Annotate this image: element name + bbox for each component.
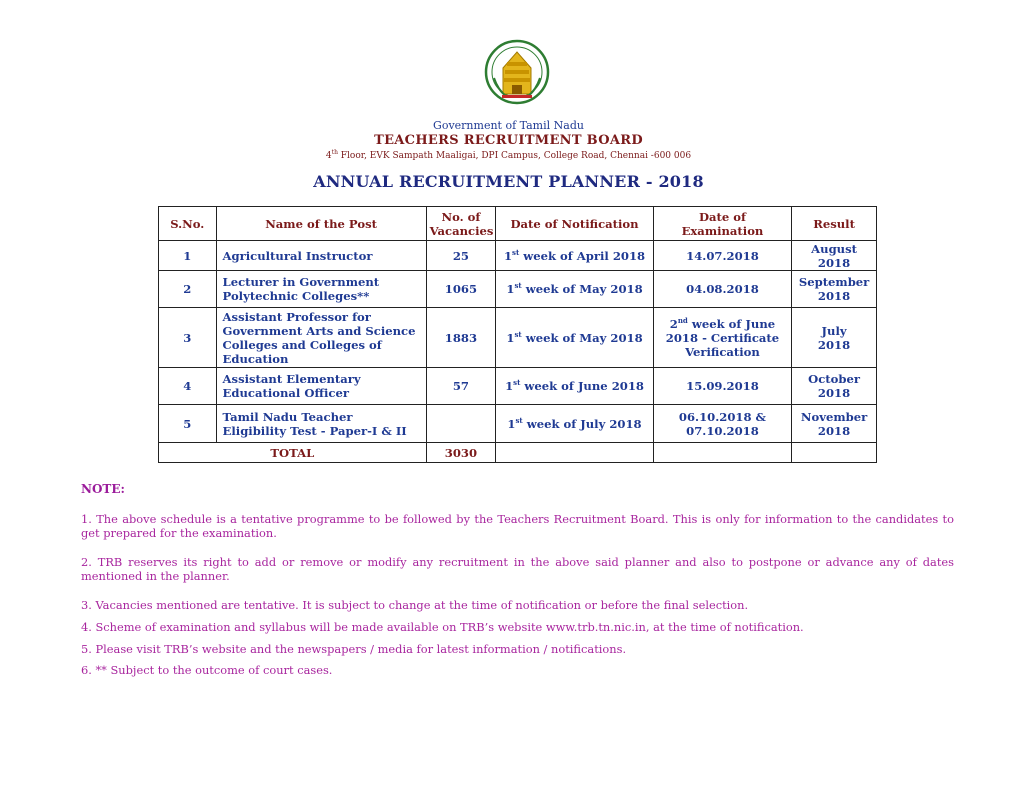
cell-vacancies <box>426 405 496 443</box>
cell-notification: 1st week of May 2018 <box>496 271 654 308</box>
cell-post: Lecturer in Government Polytechnic Colleges** <box>216 271 426 308</box>
note-item: 5. Please visit TRB’s website and the newspapers / media for latest information / notifications. <box>81 642 627 656</box>
tamil-nadu-emblem-icon <box>484 38 550 108</box>
government-label: Government of Tamil Nadu <box>433 119 584 132</box>
table-row <box>159 368 877 405</box>
board-address: 4th Floor, EVK Sampath Maaligai, DPI Campus, College Road, Chennai -600 006 <box>325 149 692 161</box>
cell-examination: 14.07.2018 <box>653 241 791 271</box>
cell-result: October 2018 <box>792 368 877 405</box>
cell-vacancies: 1883 <box>426 308 496 368</box>
cell-post: Assistant Professor for Government Arts and Science Colleges and Colleges of Education <box>216 308 426 368</box>
cell-sno: 1 <box>159 241 217 271</box>
cell-sno: 2 <box>159 271 217 308</box>
note-item: 4. Scheme of examination and syllabus will be made available on TRB’s website www.trb.tn.nic.in, at the time of notification. <box>81 620 804 634</box>
table-row <box>159 271 877 308</box>
note-item: 6. ** Subject to the outcome of court cases. <box>81 663 333 677</box>
cell-notification: 1st week of April 2018 <box>496 241 654 271</box>
cell-notification: 1st week of June 2018 <box>496 368 654 405</box>
board-name: TEACHERS RECRUITMENT BOARD <box>374 133 643 148</box>
cell-notification: 1st week of May 2018 <box>496 308 654 368</box>
cell-result: August 2018 <box>792 241 877 271</box>
header-notification: Date of Notification <box>496 207 654 241</box>
cell-post: Agricultural Instructor <box>216 241 426 271</box>
table-header-row <box>159 207 877 241</box>
cell-empty <box>653 443 791 463</box>
recruitment-planner-table <box>158 206 877 463</box>
cell-examination: 15.09.2018 <box>653 368 791 405</box>
cell-sno: 3 <box>159 308 217 368</box>
cell-examination: 04.08.2018 <box>653 271 791 308</box>
notes-heading: NOTE: <box>81 482 125 496</box>
table-row <box>159 241 877 271</box>
cell-notification: 1st week of July 2018 <box>496 405 654 443</box>
cell-empty <box>792 443 877 463</box>
total-value: 3030 <box>426 443 496 463</box>
cell-result: September 2018 <box>792 271 877 308</box>
header-post: Name of the Post <box>216 207 426 241</box>
cell-result: November 2018 <box>792 405 877 443</box>
note-item: 3. Vacancies mentioned are tentative. It is subject to change at the time of notification or before the final selection. <box>81 598 749 612</box>
cell-result: July 2018 <box>792 308 877 368</box>
cell-vacancies: 1065 <box>426 271 496 308</box>
total-row <box>159 443 877 463</box>
cell-empty <box>496 443 654 463</box>
page-title: ANNUAL RECRUITMENT PLANNER - 2018 <box>313 172 704 191</box>
cell-post: Tamil Nadu Teacher Eligibility Test - Paper-I & II <box>216 405 426 443</box>
cell-examination: 2nd week of June 2018 - Certificate Verification <box>653 308 791 368</box>
table-row <box>159 405 877 443</box>
note-item: 2. TRB reserves its right to add or remove or modify any recruitment in the above said planner and also to postpone or advance any of dates mentioned in the planner. <box>81 555 954 583</box>
cell-sno: 4 <box>159 368 217 405</box>
cell-sno: 5 <box>159 405 217 443</box>
cell-examination: 06.10.2018 & 07.10.2018 <box>653 405 791 443</box>
cell-vacancies: 25 <box>426 241 496 271</box>
header-sno: S.No. <box>159 207 217 241</box>
header-vacancies: No. of Vacancies <box>426 207 496 241</box>
cell-vacancies: 57 <box>426 368 496 405</box>
table-row <box>159 308 877 368</box>
note-item: 1. The above schedule is a tentative programme to be followed by the Teachers Recruitment Board. This is only for information to the candidates to get prepared for the examination. <box>81 512 954 540</box>
header-result: Result <box>792 207 877 241</box>
header-examination: Date of Examination <box>653 207 791 241</box>
total-label: TOTAL <box>159 443 427 463</box>
cell-post: Assistant Elementary Educational Officer <box>216 368 426 405</box>
